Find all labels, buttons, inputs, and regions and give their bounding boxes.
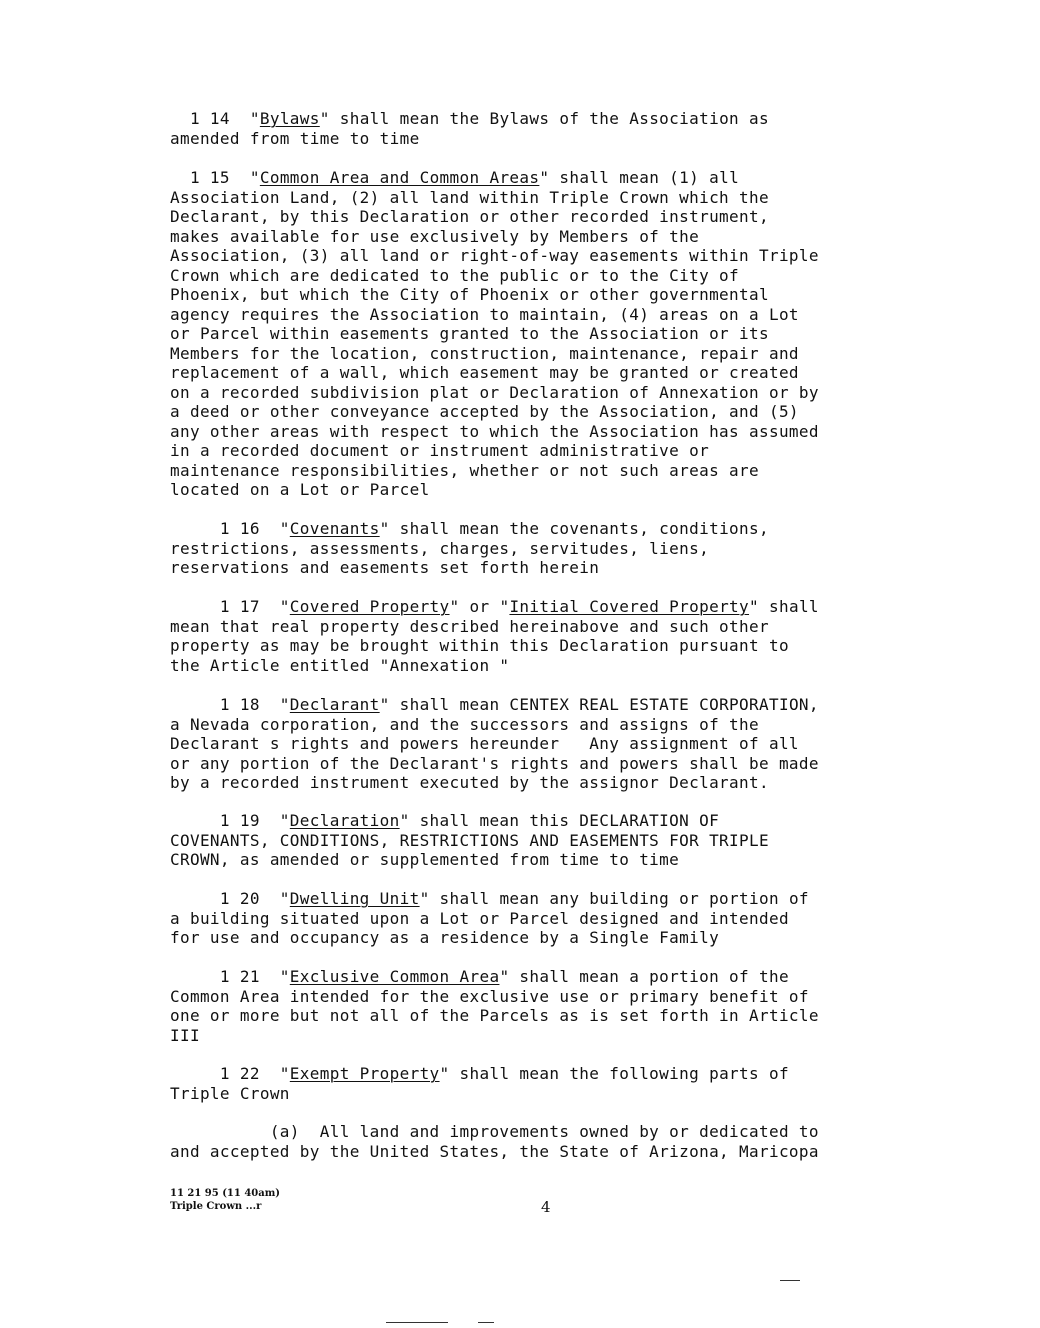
- text-line: [170, 1064, 950, 1084]
- text-line: III: [170, 1025, 200, 1045]
- text-span: " shall mean (1) all: [539, 168, 740, 187]
- text-span: 1 21 ": [170, 967, 290, 986]
- paragraph-1-18: [170, 695, 950, 793]
- text-line: a deed or other conveyance accepted by the Association, and (5): [170, 402, 799, 421]
- paragraph-1-17: [170, 597, 950, 675]
- text-span: " shall: [749, 597, 819, 616]
- paragraph-1-14: [170, 109, 950, 148]
- footer-date: 11 21 95 (11 40am): [170, 1188, 281, 1199]
- text-line: mean that real property described hereinabove and such other: [170, 616, 769, 636]
- text-line: [170, 695, 950, 715]
- scan-mark: [780, 1280, 800, 1281]
- text-line: in a recorded document or instrument administrative or: [170, 441, 710, 460]
- defined-term: Covered Property: [289, 597, 450, 616]
- text-span: 1 22 ": [170, 1064, 290, 1083]
- scan-mark: [478, 1322, 494, 1323]
- text-span: " shall mean a portion of the: [499, 967, 789, 986]
- text-span: 1 20 ": [170, 889, 290, 908]
- text-line: [170, 519, 950, 539]
- text-span: 1 16 ": [170, 519, 290, 538]
- text-line: [170, 109, 950, 129]
- text-line: agency requires the Association to maintain, (4) areas on a Lot: [170, 304, 799, 324]
- text-span: 1 14 ": [170, 109, 260, 128]
- paragraph-1-19: [170, 811, 950, 870]
- text-span: 1 18 ": [170, 695, 290, 714]
- text-span: " shall mean this DECLARATION OF: [399, 811, 720, 830]
- text-line: any other areas with respect to which the Association has assumed: [170, 421, 819, 441]
- text-line: Declarant s rights and powers hereunder Any assignment of all: [170, 734, 799, 753]
- text-line: Association Land, (2) all land within Triple Crown which the: [170, 187, 769, 207]
- defined-term: Exempt Property: [289, 1064, 440, 1083]
- text-line: amended from time to time: [170, 128, 420, 148]
- defined-term: Declaration: [289, 811, 400, 830]
- paragraph-1-21: [170, 967, 950, 1045]
- text-line: Phoenix, but which the City of Phoenix or other governmental: [170, 285, 769, 304]
- defined-term: Exclusive Common Area: [289, 967, 500, 986]
- text-line: a building situated upon a Lot or Parcel designed and intended: [170, 908, 789, 928]
- paragraph-1-20: [170, 889, 950, 948]
- text-line: Crown which are dedicated to the public or to the City of: [170, 265, 740, 285]
- text-line: replacement of a wall, which easement may be granted or created: [170, 363, 799, 382]
- defined-term: Declarant: [289, 695, 380, 714]
- text-line: Triple Crown: [170, 1083, 290, 1103]
- text-line: located on a Lot or Parcel: [170, 480, 430, 499]
- text-line: CROWN, as amended or supplemented from time to time: [170, 850, 680, 869]
- text-line: Common Area intended for the exclusive use or primary benefit of: [170, 986, 809, 1006]
- text-line: [170, 967, 950, 987]
- text-span: " shall mean the Bylaws of the Association as: [319, 109, 769, 128]
- text-line: property as may be brought within this Declaration pursuant to: [170, 636, 789, 655]
- paragraph-1-22: [170, 1064, 950, 1103]
- text-line: or Parcel within easements granted to the Association or its: [170, 324, 769, 343]
- text-line: [170, 597, 950, 617]
- text-span: 1 15 ": [170, 168, 260, 187]
- text-span: 1 17 ": [170, 597, 290, 616]
- text-line: COVENANTS, CONDITIONS, RESTRICTIONS AND EASEMENTS FOR TRIPLE: [170, 830, 769, 850]
- text-line: for use and occupancy as a residence by a Single Family: [170, 928, 720, 947]
- text-span: " shall mean the covenants, conditions,: [379, 519, 769, 538]
- text-line: makes available for use exclusively by Members of the: [170, 226, 700, 246]
- text-line: Members for the location, construction, maintenance, repair and: [170, 343, 799, 363]
- defined-term: Covenants: [289, 519, 380, 538]
- footer-filename: Triple Crown ...r: [170, 1201, 262, 1212]
- defined-term: Initial Covered Property: [509, 597, 750, 616]
- text-line: [170, 168, 950, 188]
- defined-term: Dwelling Unit: [289, 889, 420, 908]
- scan-mark: [386, 1322, 448, 1323]
- text-line: a Nevada corporation, and the successors and assigns of the: [170, 714, 759, 734]
- defined-term: Bylaws: [259, 109, 320, 128]
- text-line: reservations and easements set forth herein: [170, 558, 600, 577]
- paragraph-1-15: [170, 168, 950, 500]
- defined-term: Common Area and Common Areas: [259, 168, 540, 187]
- paragraph-1-16: [170, 519, 950, 578]
- text-line: by a recorded instrument executed by the assignor Declarant.: [170, 773, 769, 792]
- text-span: " or ": [449, 597, 510, 616]
- text-line: one or more but not all of the Parcels as is set forth in Article: [170, 1006, 819, 1025]
- text-line: [170, 811, 950, 831]
- text-line: or any portion of the Declarant's rights and powers shall be made: [170, 753, 819, 773]
- text-line: maintenance responsibilities, whether or not such areas are: [170, 460, 759, 480]
- text-line: on a recorded subdivision plat or Declaration of Annexation or by: [170, 382, 819, 402]
- text-line: Declarant, by this Declaration or other recorded instrument,: [170, 207, 769, 226]
- text-line: (a) All land and improvements owned by or dedicated to: [170, 1122, 819, 1141]
- text-span: " shall mean CENTEX REAL ESTATE CORPORATION,: [379, 695, 819, 714]
- paragraph-1-22-a: [170, 1122, 950, 1161]
- text-line: [170, 889, 950, 909]
- text-line: the Article entitled "Annexation ": [170, 655, 510, 675]
- page-number: 4: [541, 1198, 551, 1216]
- text-span: 1 19 ": [170, 811, 290, 830]
- text-span: " shall mean the following parts of: [439, 1064, 789, 1083]
- text-line: restrictions, assessments, charges, servitudes, liens,: [170, 538, 710, 558]
- text-line: Association, (3) all land or right-of-way easements within Triple: [170, 246, 819, 265]
- text-span: " shall mean any building or portion of: [419, 889, 809, 908]
- footer-stamp: [170, 1187, 280, 1213]
- text-line: and accepted by the United States, the State of Arizona, Maricopa: [170, 1141, 819, 1161]
